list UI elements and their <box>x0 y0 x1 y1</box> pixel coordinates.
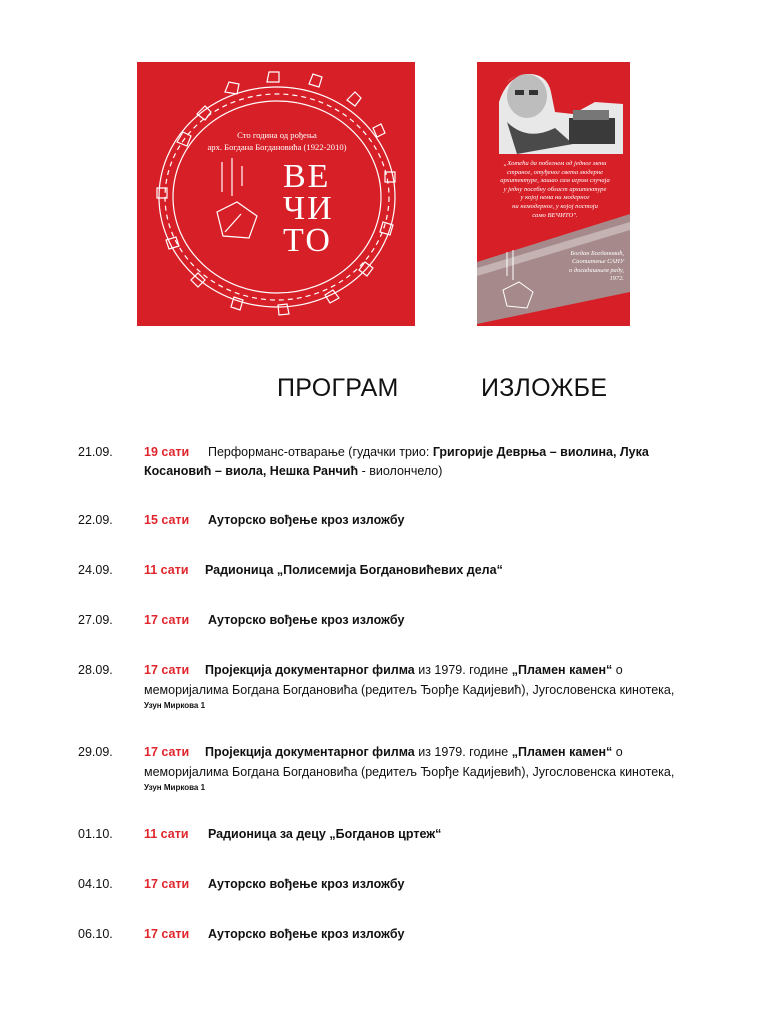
event-date: 24.09. <box>78 563 113 577</box>
desc-part: Косановић <box>144 464 212 478</box>
exhibition-poster-quote <box>477 62 630 326</box>
desc-part: „Пламен камен“ <box>511 745 613 759</box>
desc-part: – виола, Нешка Ранчић <box>211 464 359 478</box>
quote-line: архитектуре, зашао сам игром случаја <box>500 177 610 185</box>
desc-part: – виолина, Лука <box>546 445 649 459</box>
heading-program: ПРОГРАМ <box>277 374 399 402</box>
poster-subtitle-line2: арх. Богдана Богдановића (1922-2010) <box>207 142 347 152</box>
event-time: 15 сати <box>144 513 190 527</box>
poster-quote <box>485 160 625 220</box>
quote-line: страног, отуђеног света модерне <box>506 168 604 176</box>
quote-line: само ВЕЧИТО". <box>532 211 578 219</box>
event-description: Ауторско вођење кроз изложбу <box>208 877 405 891</box>
signature-line: 1972. <box>609 275 624 283</box>
event-description: Ауторско вођење кроз изложбу <box>208 927 405 941</box>
event-description: Ауторско вођење кроз изложбу <box>208 513 405 527</box>
desc-part: Пројекција документарног филма <box>205 745 415 759</box>
event-date: 28.09. <box>78 663 113 677</box>
event-description: Ауторско вођење кроз изложбу <box>208 613 405 627</box>
signature-line: Саопштење САНУ <box>572 258 624 266</box>
desc-part: (редитељ Ђорђе Кадијевић), Југословенска кинотека, <box>357 765 675 779</box>
quote-line: „Хотећи да побегнем од једног мени <box>503 160 607 167</box>
event-date: 04.10. <box>78 877 113 891</box>
event-description-cont <box>144 764 674 781</box>
event-description: Радионица за децу „Богданов цртеж“ <box>208 827 442 841</box>
heading-exhibition: ИЗЛОЖБЕ <box>481 374 608 402</box>
event-date: 21.09. <box>78 445 113 459</box>
desc-part: меморијалима Богдана Богдановића <box>144 765 358 779</box>
desc-part: Перформанс-отварање ( <box>208 445 353 459</box>
event-description <box>208 444 649 461</box>
sketch-ring-illustration <box>137 62 415 326</box>
event-date: 06.10. <box>78 927 113 941</box>
event-time: 17 сати <box>144 613 190 627</box>
event-description-cont <box>144 682 674 699</box>
poster-title-line: ТО <box>283 222 332 259</box>
poster-signature <box>524 250 624 284</box>
event-time: 11 сати <box>144 827 189 841</box>
event-time: 11 сати <box>144 563 189 577</box>
signature-line: Богдан Богдановић, <box>570 250 624 257</box>
desc-part: из 1979. године <box>414 663 512 677</box>
desc-part: Григорије Деврња <box>432 445 547 459</box>
desc-part: - виолончело) <box>358 464 443 478</box>
quote-line: у којој нема ни модерног <box>520 194 590 202</box>
event-date: 29.09. <box>78 745 113 759</box>
desc-part: из 1979. године <box>414 745 512 759</box>
poster-title-line: ВЕ <box>283 158 331 195</box>
poster-title <box>283 158 334 259</box>
event-time: 19 сати <box>144 445 190 459</box>
desc-part: гудачки трио: <box>352 445 433 459</box>
event-time: 17 сати <box>144 745 190 759</box>
event-description: Радионица „Полисемија Богдановићевих дела“ <box>205 563 503 577</box>
desc-part: меморијалима Богдана Богдановића <box>144 683 358 697</box>
event-date: 01.10. <box>78 827 113 841</box>
event-time: 17 сати <box>144 877 190 891</box>
poster-subtitle-line1: Сто година од рођења <box>237 130 317 140</box>
event-address: Узун Миркова 1 <box>144 783 206 792</box>
poster-title-line: ЧИ <box>283 190 334 227</box>
desc-part: о <box>612 745 623 759</box>
signature-line: о досадашњем раду, <box>569 266 624 274</box>
desc-part: „Пламен камен“ <box>511 663 613 677</box>
event-description <box>205 662 623 679</box>
event-description <box>205 744 623 761</box>
event-date: 27.09. <box>78 613 113 627</box>
event-date: 22.09. <box>78 513 113 527</box>
exhibition-poster-vecito <box>137 62 415 326</box>
event-address: Узун Миркова 1 <box>144 701 206 710</box>
desc-part: Пројекција документарног филма <box>205 663 415 677</box>
event-time: 17 сати <box>144 663 190 677</box>
desc-part: о <box>612 663 623 677</box>
quote-line: ни немодерног, у којој постоји <box>512 202 598 210</box>
quote-line: у једну посебну област архитектуре <box>503 185 607 193</box>
event-time: 17 сати <box>144 927 190 941</box>
desc-part: (редитељ Ђорђе Кадијевић), Југословенска кинотека, <box>357 683 675 697</box>
event-description-cont <box>144 463 442 480</box>
